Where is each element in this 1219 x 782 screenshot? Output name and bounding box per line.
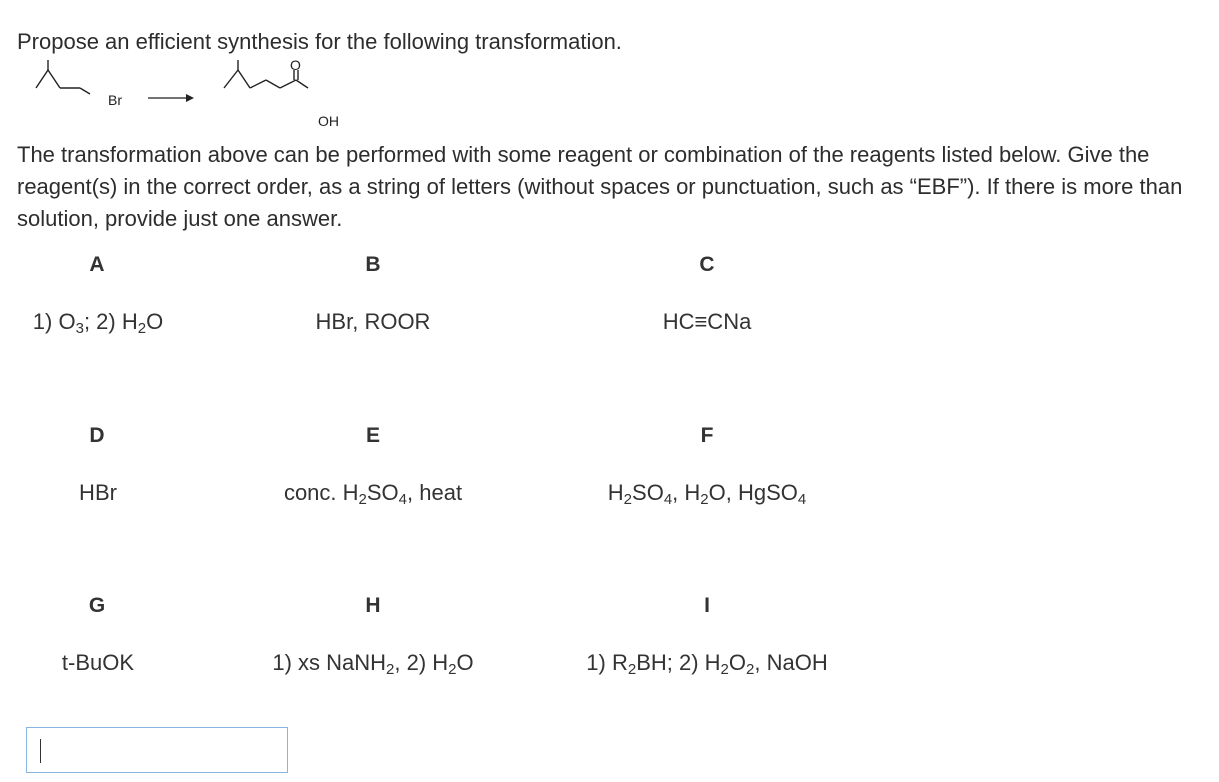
option-letter-h: H: [365, 594, 381, 617]
text-caret: [40, 739, 41, 763]
option-reagent-f: $H_2SO_4$, $H_2O$, HgSO$_4$: [607, 480, 807, 508]
option-reagent-c: HC≡CNa: [662, 309, 752, 334]
question-title: Propose an efficient synthesis for the following transformation.: [17, 29, 622, 54]
option-reagent-b: HBr, ROOR: [315, 309, 431, 334]
reaction-arrow: [148, 94, 194, 102]
option-reagent-a: 1) $O_3$; 2) $H_2O$: [32, 309, 164, 337]
reaction-scheme: [28, 58, 358, 128]
reactant-structure: [36, 60, 90, 94]
option-reagent-g: t-BuOK: [61, 650, 135, 675]
reactant-br-label: Br: [108, 92, 122, 108]
option-letter-e: E: [365, 424, 381, 447]
option-letter-b: B: [365, 253, 381, 276]
product-o-label: O: [290, 58, 301, 73]
question-prompt: [17, 139, 1219, 235]
option-letter-a: A: [89, 253, 105, 276]
option-letter-i: I: [704, 594, 710, 617]
answer-input[interactable]: [26, 727, 288, 773]
prompt-line: reagent(s) in the correct order, as a string of letters (without spaces or punctuation, such as “EBF”). If there is more than: [17, 174, 1183, 199]
prompt-line: solution, provide just one answer.: [17, 206, 343, 231]
option-reagent-d: HBr: [79, 480, 117, 505]
option-letter-d: D: [89, 424, 105, 447]
option-letter-g: G: [88, 594, 106, 617]
option-reagent-h: 1) xs NaNH$_2$, 2) $H_2O$: [272, 650, 474, 678]
product-oh-label: OH: [318, 113, 339, 128]
option-letter-c: C: [699, 253, 715, 276]
option-reagent-e: conc. $H_2SO_4$, heat: [283, 480, 463, 508]
option-letter-f: F: [700, 424, 714, 447]
option-reagent-i: 1) $R_2BH$; 2) $H_2O_2$, NaOH: [586, 650, 828, 678]
prompt-line: The transformation above can be performed with some reagent or combination of the reagents listed below. Give the: [17, 142, 1150, 167]
